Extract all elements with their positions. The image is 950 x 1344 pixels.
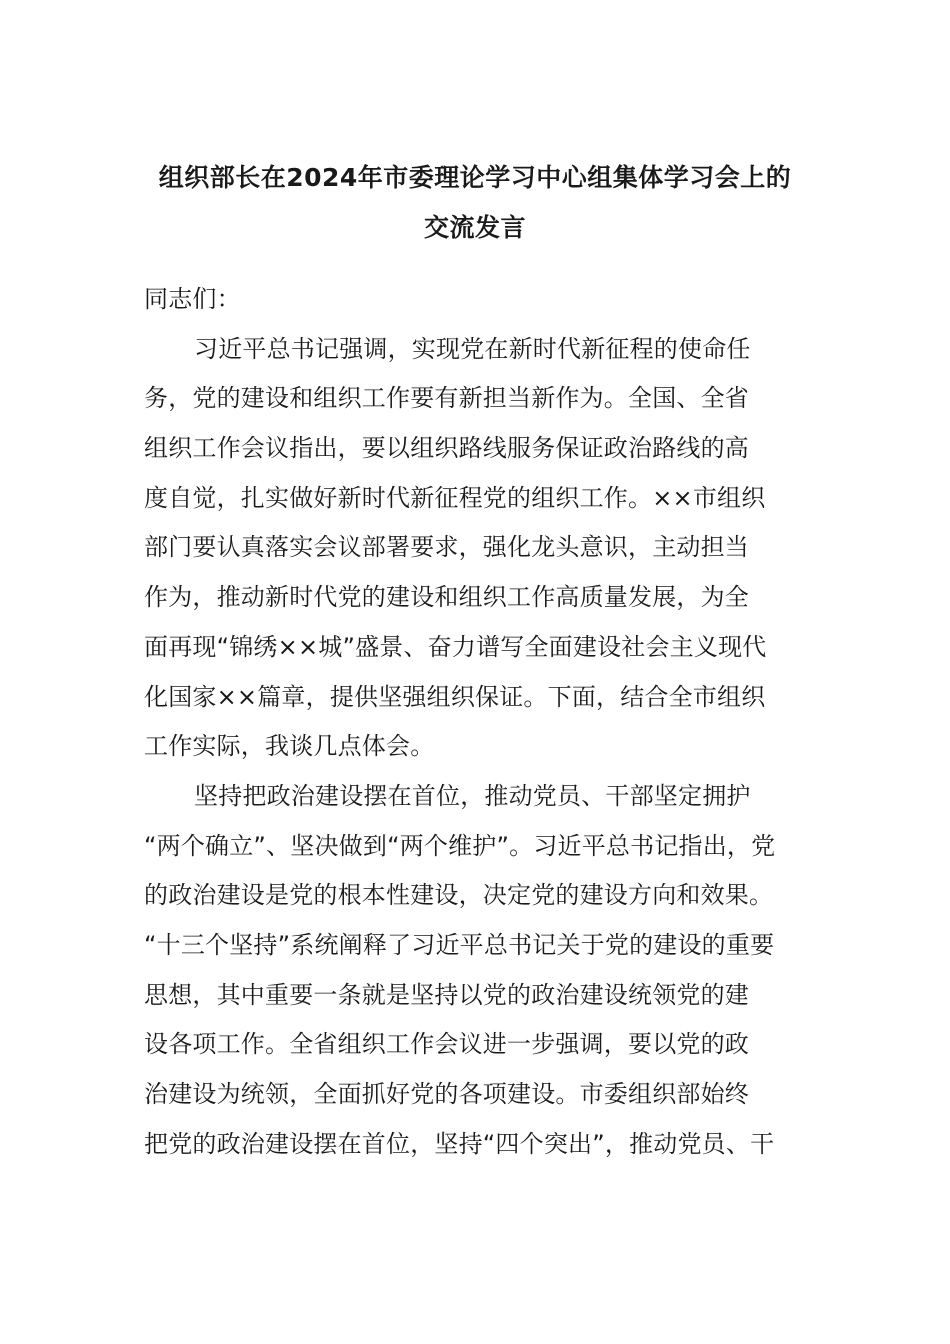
paragraph-1 (144, 325, 804, 772)
document-title (140, 153, 810, 253)
document-body (144, 275, 804, 1169)
paragraph-line: “两个确立”、坚决做到“两个维护”。习近平总书记指出，党 (144, 831, 776, 860)
paragraph-2 (144, 772, 804, 1170)
paragraph-line: 坚持把政治建设摆在首位，推动党员、干部坚定拥护 (194, 781, 751, 810)
paragraph-line: 部门要认真落实会议部署要求，强化龙头意识，主动担当 (144, 533, 749, 562)
paragraph-line: 度自觉，扎实做好新时代新征程党的组织工作。××市组织 (144, 483, 766, 512)
paragraph-line: 的政治建设是党的根本性建设，决定党的建设方向和效果。 (144, 881, 774, 910)
salutation: 同志们： (144, 285, 241, 313)
paragraph-line: “十三个坚持”系统阐释了习近平总书记关于党的建设的重要 (144, 930, 775, 959)
paragraph-line: 组织工作会议指出，要以组织路线服务保证政治路线的高 (144, 434, 749, 463)
paragraph-line: 设各项工作。全省组织工作会议进一步强调，要以党的政 (144, 1030, 749, 1059)
paragraph-line: 工作实际，我谈几点体会。 (144, 732, 435, 761)
paragraph-line: 作为，推动新时代党的建设和组织工作高质量发展，为全 (144, 583, 749, 612)
paragraph-line: 务，党的建设和组织工作要有新担当新作为。全国、全省 (144, 384, 749, 413)
paragraph-line: 把党的政治建设摆在首位，坚持“四个突出”，推动党员、干 (144, 1129, 775, 1158)
paragraph-line: 习近平总书记强调，实现党在新时代新征程的使命任 (194, 334, 751, 363)
title-line-1: 组织部长在2024年市委理论学习中心组集体学习会上的 (158, 163, 792, 192)
paragraph-line: 化国家××篇章，提供坚强组织保证。下面，结合全市组织 (144, 682, 766, 711)
title-line-2: 交流发言 (423, 213, 526, 242)
paragraph-line: 思想，其中重要一条就是坚持以党的政治建设统领党的建 (144, 980, 749, 1009)
paragraph-line: 面再现“锦绣××城”盛景、奋力谱写全面建设社会主义现代 (144, 632, 767, 661)
paragraph-line: 治建设为统领，全面抓好党的各项建设。市委组织部始终 (144, 1080, 749, 1108)
